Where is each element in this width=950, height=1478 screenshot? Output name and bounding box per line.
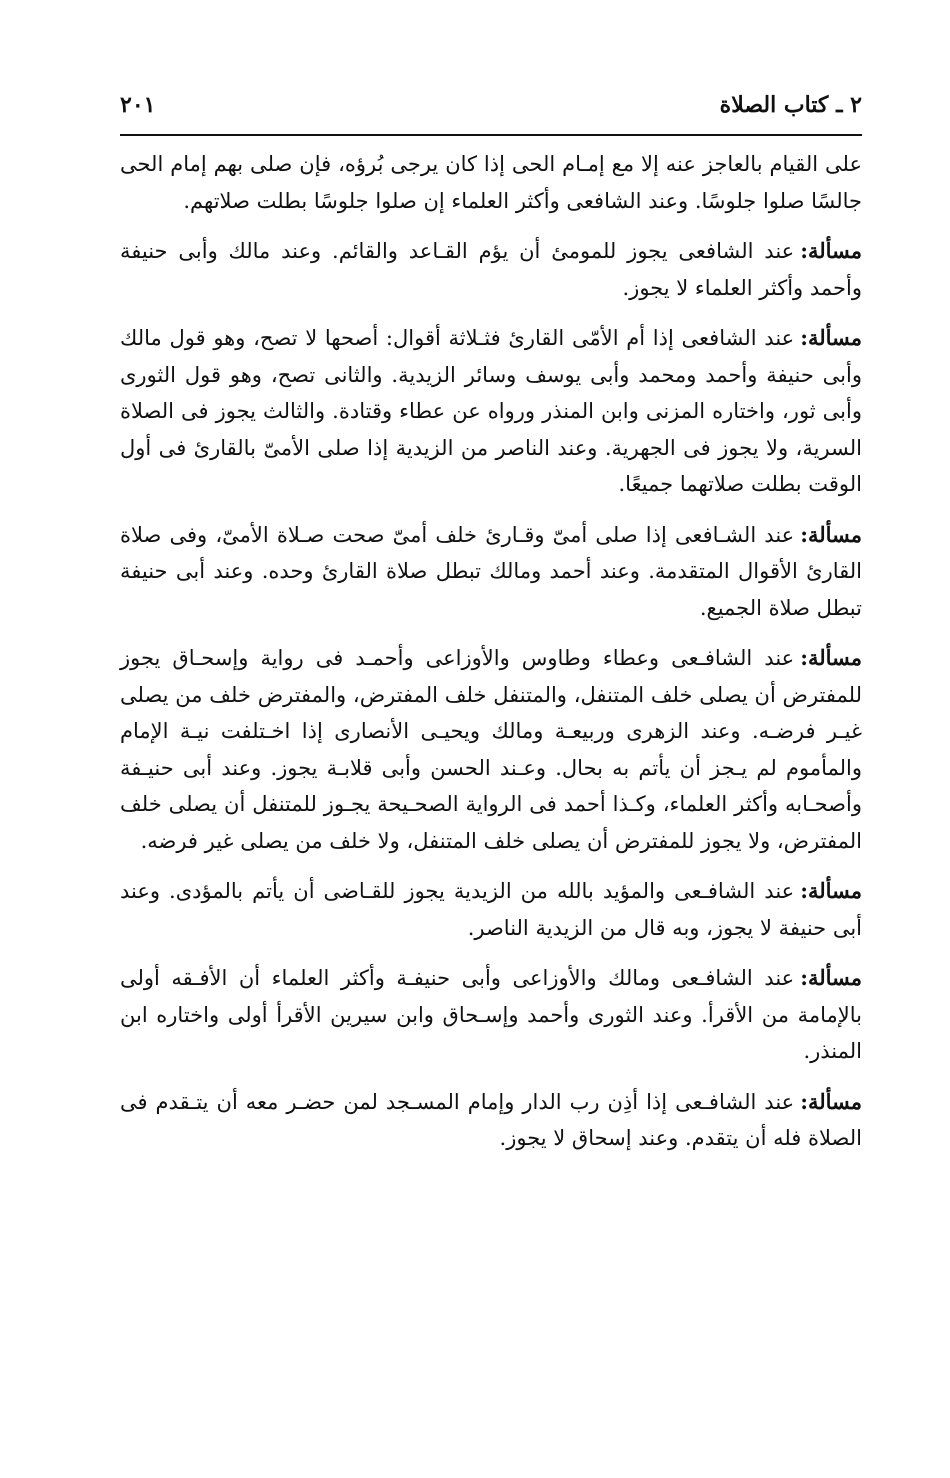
issue-heading: مسألة:: [800, 645, 862, 670]
issue-heading: مسألة:: [800, 1088, 862, 1114]
page-body: [120, 146, 862, 1171]
issue-paragraph: [120, 233, 862, 306]
issue-heading: مسألة:: [800, 878, 862, 903]
page-header: [120, 92, 862, 132]
issue-text: عند الشافـعى والمؤيد بالله من الزيدية يجوز للقـاضى أن يأتم بالمؤدى. وعند أبى حنيفة لا يجوز، وبه قال من الزيدية الناصر.: [120, 879, 862, 940]
issue-heading: مسألة:: [800, 325, 862, 350]
running-title: ٢ ـ كتاب الصلاة: [719, 92, 862, 118]
issue-text: عند الشافعى يجوز للمومئ أن يؤم القـاعد والقائم. وعند مالك وأبى حنيفة وأحمد وأكثر العلماء لا يجوز.: [120, 239, 862, 300]
issue-heading: مسألة:: [800, 965, 862, 990]
issue-paragraph: [120, 640, 862, 859]
header-rule: [120, 134, 862, 136]
issue-heading: مسألة:: [800, 521, 862, 547]
issue-text: عند الشافـعى وعطاء وطاوس والأوزاعى وأحمـد فى رواية وإسحـاق يجوز للمفترض أن يصلى خلف المتنفل، والمتنفل خلف المفترض، والمفترض خلف من يصلى غيـر فرضـه. وعند الزهرى وربيعـة ومالك ويحيـى الأنصارى إذا اخـتلفت نيـة الإمام والمأموم لم يـجز أن يأتم به بحال. وعـند الحسن وأبى قلابـة يجوز. وعند أبى حنيـفة وأصحـابه وأكثر العلماء، وكـذا أحمد فى الرواية الصحـيحة يجـوز للمتنفل أن يصلى خلف المفترض، ولا يجوز للمفترض أن يصلى خلف المتنفل، ولا خلف من يصلى غير فرضه.: [120, 646, 862, 853]
issue-paragraph: [120, 873, 862, 946]
issue-paragraph: [120, 1084, 862, 1157]
issue-text: عند الشافـعى ومالك والأوزاعى وأبى حنيفـة وأكثر العلماء أن الأفـقه أولى بالإمامة من الأقرأ. وعند الثورى وأحمد وإسـحاق وابن سيرين الأقرأ أولى واختاره ابن المنذر.: [120, 966, 862, 1063]
issue-text: عند الشافعى إذا أم الأمّى القارئ فثـلاثة أقوال: أصحها لا تصح، وهو قول مالك وأبى حنيفة وأحمد ومحمد وأبى يوسف وسائر الزيدية. والثانى تصح، وهو قول الثورى وأبى ثور، واختاره المزنى وابن المنذر ورواه عن عطاء وقتادة. والثالث يجوز فى الصلاة السرية، ولا يجوز فى الجهرية. وعند الناصر من الزيدية إذا صلى الأمىّ بالقارئ فى أول الوقت بطلت صلاتهما جميعًا.: [120, 326, 862, 496]
issue-paragraph: [120, 320, 862, 503]
issue-paragraph: [120, 960, 862, 1070]
page-number: ٢٠١: [120, 92, 156, 118]
intro-paragraph: على القيام بالعاجز عنه إلا مع إمـام الحى إذا كان يرجى بُرؤه، فإن صلى بهم إمام الحى جالسًا صلوا جلوسًا. وعند الشافعى وأكثر العلماء إن صلوا جلوسًا بطلت صلاتهم.: [120, 152, 862, 213]
issue-heading: مسألة:: [800, 238, 862, 263]
issue-paragraph: [120, 517, 862, 627]
issue-text: عند الشـافعى إذا صلى أمىّ وقـارئ خلف أمىّ صحت صـلاة الأمىّ، وفى صلاة القارئ الأقوال المتقدمة. وعند أحمد ومالك تبطل صلاة القارئ وحده. وعند أبى حنيفة تبطل صلاة الجميع.: [120, 522, 862, 620]
issue-text: عند الشافـعى إذا أذِن رب الدار وإمام المسـجد لمن حضـر معه أن يتـقدم فى الصلاة فله أن يتقدم. وعند إسحاق لا يجوز.: [120, 1089, 862, 1150]
